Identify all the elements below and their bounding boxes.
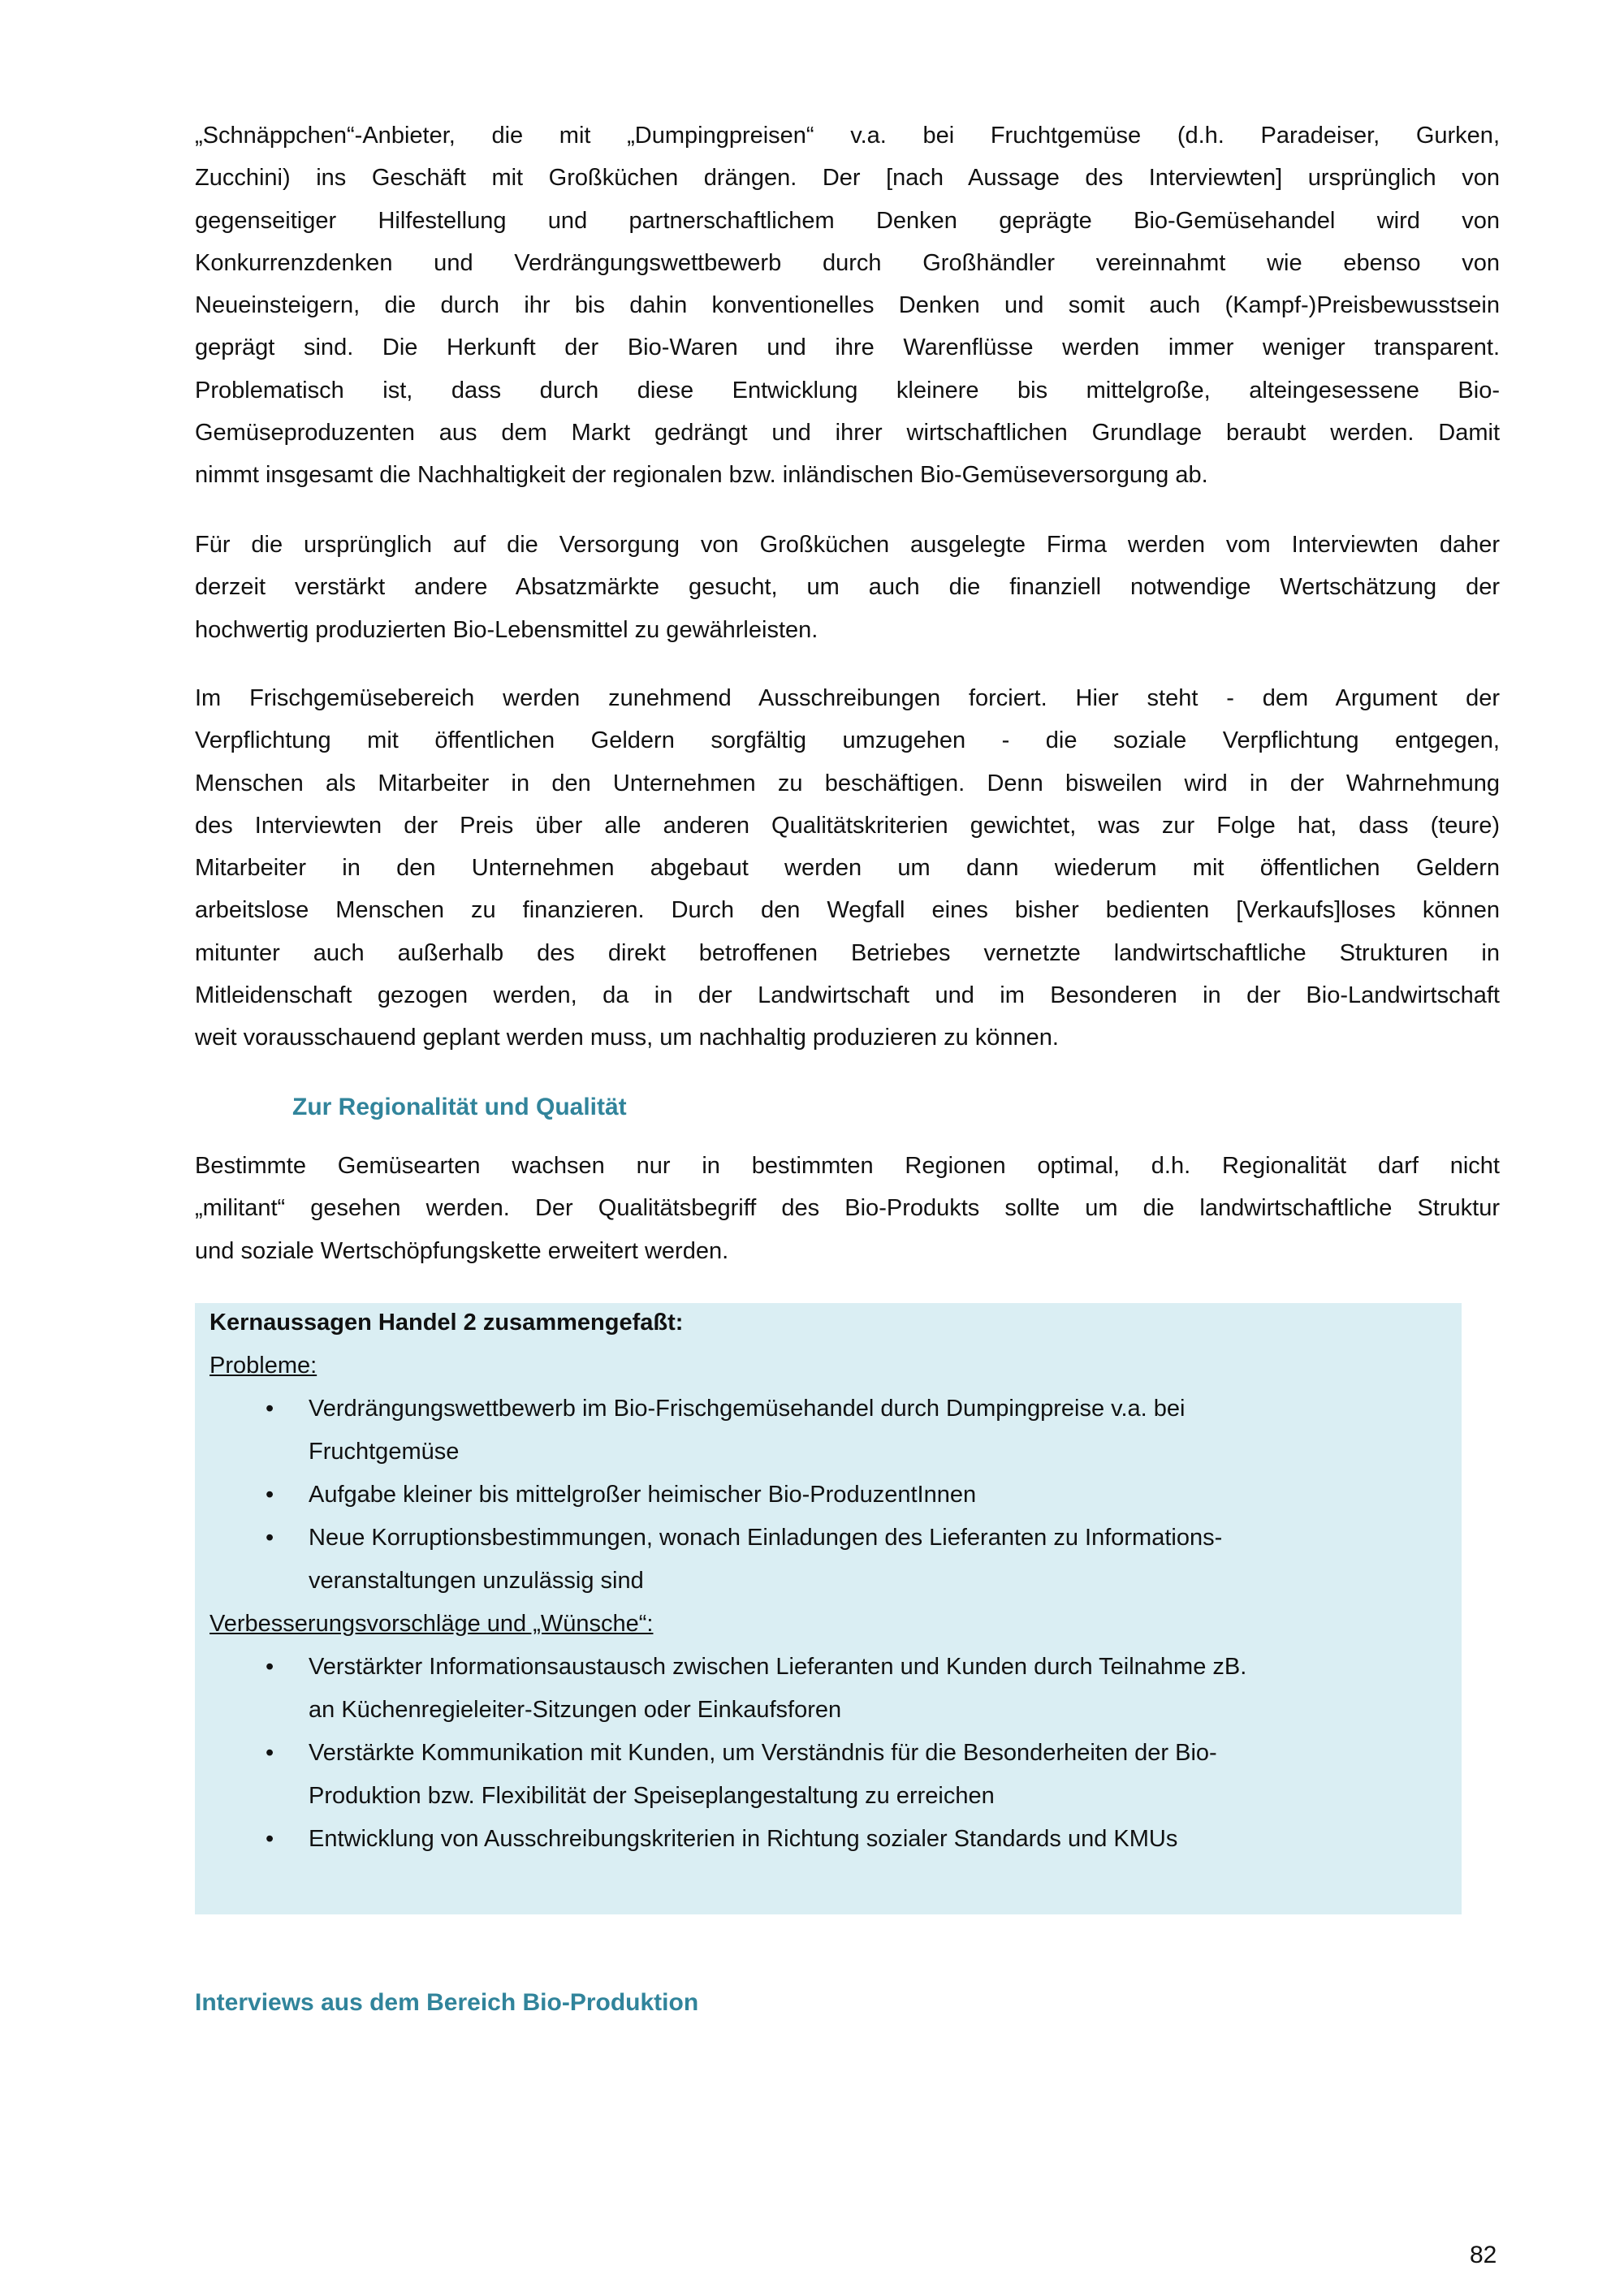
bullet-icon: • [266,1740,274,1766]
summary-box-content [209,1301,1444,1861]
problems-list [209,1388,1444,1603]
text-line: mitunter auch außerhalb des direkt betroffenen Betriebes vernetzte landwirtschaftliche Strukturen in [195,939,1500,966]
bullet-icon: • [266,1826,274,1852]
bullet-text-line: Fruchtgemüse [309,1439,460,1465]
bullet-item [209,1474,1444,1517]
bullet-text-line: Verstärkte Kommunikation mit Kunden, um Verständnis für die Besonderheiten der Bio- [309,1740,1217,1766]
bullet-icon: • [266,1525,274,1551]
text-line: arbeitslose Menschen zu finanzieren. Durch den Wegfall eines bisher bedienten [Verkaufs]loses können [195,897,1500,924]
bullet-text-line: Aufgabe kleiner bis mittelgroßer heimischer Bio-ProduzentInnen [309,1482,977,1508]
text-line: gegenseitiger Hilfestellung und partnerschaftlichem Denken geprägte Bio-Gemüsehandel wird von [195,207,1500,234]
paragraph-2 [195,524,1500,651]
text-line: Konkurrenzdenken und Verdrängungswettbewerb durch Großhändler vereinnahmt wie ebenso von [195,249,1500,276]
subheading-regionality: Zur Regionalität und Qualität [292,1094,627,1120]
bullet-text-line: veranstaltungen unzulässig sind [309,1568,644,1594]
summary-title: Kernaussagen Handel 2 zusammengefaßt: [209,1310,684,1336]
paragraph-1 [195,114,1500,497]
text-line: hochwertig produzierten Bio-Lebensmittel zu gewährleisten. [195,616,818,643]
bullet-icon: • [266,1654,274,1680]
text-line: derzeit verstärkt andere Absatzmärkte gesucht, um auch die finanziell notwendige Wertschätzung der [195,574,1500,601]
bullet-text-line: an Küchenregieleiter-Sitzungen oder Einkaufsforen [309,1697,842,1723]
text-line: geprägt sind. Die Herkunft der Bio-Waren und ihre Warenflüsse werden immer weniger transparent. [195,334,1500,361]
suggestions-list [209,1646,1444,1861]
paragraph-3 [195,677,1500,1060]
text-line: nimmt insgesamt die Nachhaltigkeit der regionalen bzw. inländischen Bio-Gemüseversorgung ab. [195,462,1208,489]
bullet-item [209,1818,1444,1861]
text-line: Verpflichtung mit öffentlichen Geldern sorgfältig umzugehen - die soziale Verpflichtung entgegen, [195,727,1500,754]
text-line: „militant“ gesehen werden. Der Qualitätsbegriff des Bio-Produkts sollte um die landwirtschaftliche Struktur [195,1195,1500,1222]
bullet-text-line: Verstärkter Informationsaustausch zwischen Lieferanten und Kunden durch Teilnahme zB. [309,1654,1247,1680]
bullet-item [209,1517,1444,1603]
section-heading: Interviews aus dem Bereich Bio-Produktion [195,1989,699,2016]
text-line: Menschen als Mitarbeiter in den Unternehmen zu beschäftigen. Denn bisweilen wird in der Wahrnehmung [195,770,1500,796]
bullet-item [209,1646,1444,1732]
text-line: Bestimmte Gemüsearten wachsen nur in bestimmten Regionen optimal, d.h. Regionalität darf nicht [195,1153,1500,1179]
text-line: „Schnäppchen“-Anbieter, die mit „Dumpingpreisen“ v.a. bei Fruchtgemüse (d.h. Paradeiser, Gurken, [195,123,1500,149]
text-line: und soziale Wertschöpfungskette erweitert werden. [195,1237,729,1264]
bullet-icon: • [266,1482,274,1508]
bullet-icon: • [266,1396,274,1422]
text-line: Neueinsteigern, die durch ihr bis dahin konventionelles Denken und somit auch (Kampf-)Preisbewusstsein [195,292,1500,319]
bullet-item [209,1732,1444,1818]
problems-label: Probleme: [209,1353,317,1379]
bullet-text-line: Entwicklung von Ausschreibungskriterien in Richtung sozialer Standards und KMUs [309,1826,1178,1852]
text-line: Gemüseproduzenten aus dem Markt gedrängt und ihrer wirtschaftlichen Grundlage beraubt werden. Damit [195,420,1500,447]
text-line: Zucchini) ins Geschäft mit Großküchen drängen. Der [nach Aussage des Interviewten] ursprünglich von [195,165,1500,192]
text-line: Mitleidenschaft gezogen werden, da in der Landwirtschaft und im Besonderen in der Bio-Landwirtschaft [195,982,1500,1009]
bullet-text-line: Verdrängungswettbewerb im Bio-Frischgemüsehandel durch Dumpingpreise v.a. bei [309,1396,1186,1422]
text-line: Mitarbeiter in den Unternehmen abgebaut werden um dann wiederum mit öffentlichen Geldern [195,855,1500,882]
text-line: Für die ursprünglich auf die Versorgung von Großküchen ausgelegte Firma werden vom Interviewten daher [195,532,1500,558]
text-line: weit vorausschauend geplant werden muss, um nachhaltig produzieren zu können. [195,1025,1059,1051]
bullet-text-line: Neue Korruptionsbestimmungen, wonach Einladungen des Lieferanten zu Informations- [309,1525,1223,1551]
bullet-item [209,1388,1444,1474]
suggestions-label: Verbesserungsvorschläge und „Wünsche“: [209,1611,654,1637]
text-line: Problematisch ist, dass durch diese Entwicklung kleinere bis mittelgroße, alteingesessene Bio- [195,377,1500,404]
text-line: Im Frischgemüsebereich werden zunehmend Ausschreibungen forciert. Hier steht - dem Argument der [195,685,1500,711]
bullet-text-line: Produktion bzw. Flexibilität der Speiseplangestaltung zu erreichen [309,1783,995,1809]
text-line: des Interviewten der Preis über alle anderen Qualitätskriterien gewichtet, was zur Folge hat, dass (teure) [195,812,1500,839]
page-number: 82 [1470,2242,1497,2268]
paragraph-4 [195,1145,1500,1272]
